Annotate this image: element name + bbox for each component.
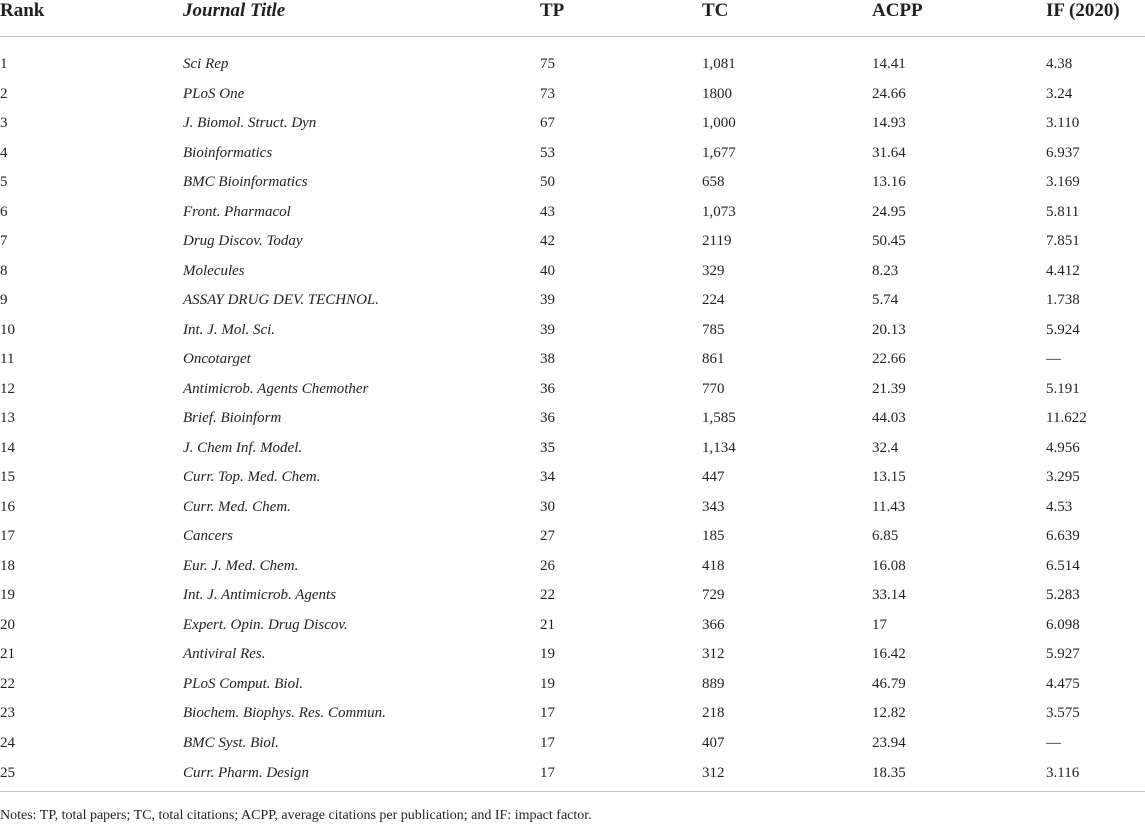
cell-tc: 1800 [702,85,732,102]
cell-tp: 38 [540,351,555,368]
cell-acpp: 14.41 [872,56,906,73]
spacer-row [0,37,1145,51]
table-row [0,109,1145,139]
cell-acpp: 31.64 [872,144,906,161]
cell-tc: 861 [702,351,725,368]
cell-journal-title: Curr. Top. Med. Chem. [183,469,321,486]
cell-tc: 218 [702,705,725,722]
cell-journal-title: J. Biomol. Struct. Dyn [183,115,317,132]
table-row [0,139,1145,169]
cell-tp: 22 [540,587,555,604]
cell-rank: 10 [0,321,15,338]
cell-tp: 42 [540,233,555,250]
cell-rank: 19 [0,587,15,604]
cell-journal-title: Antiviral Res. [183,646,266,663]
table-row [0,522,1145,552]
header-acpp: ACPP [872,0,1046,37]
cell-rank: 9 [0,292,8,309]
cell-tc: 889 [702,675,725,692]
cell-journal-title: Eur. J. Med. Chem. [183,557,299,574]
header-tc: TC [702,0,872,37]
table-row [0,168,1145,198]
cell-rank: 15 [0,469,15,486]
cell-journal-title: BMC Bioinformatics [183,174,308,191]
cell-tp: 21 [540,616,555,633]
cell-acpp: 44.03 [872,410,906,427]
cell-tc: 407 [702,734,725,751]
cell-tc: 1,677 [702,144,736,161]
cell-if: 3.116 [1046,758,1145,792]
cell-acpp: 6.85 [872,528,899,545]
cell-if: 3.110 [1046,115,1080,132]
cell-journal-title: Curr. Med. Chem. [183,498,291,515]
cell-tc: 785 [702,321,725,338]
cell-tc: 185 [702,528,725,545]
cell-tp: 39 [540,292,555,309]
cell-rank: 1 [0,56,8,73]
cell-journal-title: PLoS Comput. Biol. [183,675,304,692]
table-row [0,463,1145,493]
table-row [0,286,1145,316]
cell-if: 4.412 [1046,262,1080,279]
cell-if: — [1046,351,1061,368]
table-row [0,699,1145,729]
cell-journal-title: Antimicrob. Agents Chemother [183,380,369,397]
cell-journal-title: Front. Pharmacol [183,203,291,220]
table-row [0,227,1145,257]
table-row [0,729,1145,759]
cell-if: 5.927 [1046,646,1080,663]
header-if: IF (2020) [1046,0,1145,37]
cell-tc: 729 [702,587,725,604]
cell-tc: 770 [702,380,725,397]
table-row [0,375,1145,405]
header-journal-title: Journal Title [183,0,540,37]
cell-tp: 17 [540,734,555,751]
cell-tc: 366 [702,616,725,633]
header-rank: Rank [0,0,183,37]
cell-if: — [1046,734,1061,751]
cell-tp: 50 [540,174,555,191]
cell-acpp: 20.13 [872,321,906,338]
table-body [0,37,1145,792]
table-header [0,0,1145,37]
cell-rank: 22 [0,675,15,692]
cell-tp: 34 [540,469,555,486]
cell-tc: 1,000 [702,115,736,132]
table-row [0,493,1145,523]
table-row [0,434,1145,464]
table-row [0,80,1145,110]
cell-tc: 1,081 [702,56,736,73]
cell-rank: 20 [0,616,15,633]
cell-rank: 7 [0,233,8,250]
cell-tp: 27 [540,528,555,545]
table-row [0,552,1145,582]
cell-journal-title: Curr. Pharm. Design [183,758,540,792]
table-row [0,50,1145,80]
cell-journal-title: Bioinformatics [183,144,273,161]
cell-tc: 312 [702,646,725,663]
cell-journal-title: Biochem. Biophys. Res. Commun. [183,705,386,722]
cell-acpp: 46.79 [872,675,906,692]
cell-tp: 39 [540,321,555,338]
cell-acpp: 16.42 [872,646,906,663]
cell-acpp: 13.16 [872,174,906,191]
cell-tc: 1,073 [702,203,736,220]
cell-journal-title: PLoS One [183,85,245,102]
table-row [0,198,1145,228]
cell-rank: 25 [0,758,183,792]
cell-tp: 67 [540,115,555,132]
cell-rank: 18 [0,557,15,574]
cell-rank: 24 [0,734,15,751]
cell-rank: 4 [0,144,8,161]
cell-tc: 343 [702,498,725,515]
cell-if: 3.295 [1046,469,1080,486]
table-row [0,345,1145,375]
cell-tp: 17 [540,758,702,792]
cell-rank: 23 [0,705,15,722]
cell-journal-title: Molecules [183,262,245,279]
cell-tp: 40 [540,262,555,279]
cell-tp: 36 [540,410,555,427]
cell-rank: 21 [0,646,15,663]
cell-if: 4.53 [1046,498,1073,515]
cell-tc: 1,134 [702,439,736,456]
cell-acpp: 24.95 [872,203,906,220]
header-row [0,0,1145,37]
cell-rank: 2 [0,85,8,102]
cell-if: 6.514 [1046,557,1080,574]
cell-tp: 36 [540,380,555,397]
cell-rank: 12 [0,380,15,397]
cell-journal-title: J. Chem Inf. Model. [183,439,303,456]
cell-rank: 13 [0,410,15,427]
cell-acpp: 22.66 [872,351,906,368]
cell-tc: 447 [702,469,725,486]
cell-tp: 19 [540,675,555,692]
cell-tc: 1,585 [702,410,736,427]
cell-journal-title: ASSAY DRUG DEV. TECHNOL. [183,292,379,309]
cell-if: 5.924 [1046,321,1080,338]
cell-journal-title: BMC Syst. Biol. [183,734,279,751]
cell-tp: 53 [540,144,555,161]
cell-if: 3.169 [1046,174,1080,191]
cell-if: 4.38 [1046,56,1073,73]
cell-acpp: 12.82 [872,705,906,722]
cell-acpp: 24.66 [872,85,906,102]
cell-tp: 30 [540,498,555,515]
cell-tc: 658 [702,174,725,191]
cell-if: 6.937 [1046,144,1080,161]
table-row [0,581,1145,611]
table-row [0,316,1145,346]
cell-tp: 73 [540,85,555,102]
cell-tp: 26 [540,557,555,574]
cell-if: 4.956 [1046,439,1080,456]
cell-if: 5.811 [1046,203,1080,220]
cell-acpp: 13.15 [872,469,906,486]
cell-if: 5.283 [1046,587,1080,604]
cell-if: 6.098 [1046,616,1080,633]
cell-if: 1.738 [1046,292,1080,309]
cell-tp: 17 [540,705,555,722]
cell-if: 7.851 [1046,233,1080,250]
cell-journal-title: Int. J. Antimicrob. Agents [183,587,337,604]
cell-journal-title: Expert. Opin. Drug Discov. [183,616,348,633]
cell-acpp: 5.74 [872,292,899,309]
cell-if: 3.24 [1046,85,1073,102]
cell-rank: 6 [0,203,8,220]
cell-journal-title: Int. J. Mol. Sci. [183,321,276,338]
cell-if: 3.575 [1046,705,1080,722]
cell-if: 6.639 [1046,528,1080,545]
cell-journal-title: Cancers [183,528,233,545]
cell-acpp: 18.35 [872,758,1046,792]
cell-acpp: 8.23 [872,262,899,279]
cell-acpp: 32.4 [872,439,899,456]
cell-if: 4.475 [1046,675,1080,692]
cell-rank: 17 [0,528,15,545]
cell-journal-title: Oncotarget [183,351,251,368]
cell-acpp: 17 [872,616,887,633]
cell-rank: 11 [0,351,15,368]
table-row [0,640,1145,670]
cell-tc: 224 [702,292,725,309]
cell-if: 11.622 [1046,410,1087,427]
cell-tc: 418 [702,557,725,574]
cell-tp: 75 [540,56,555,73]
cell-rank: 5 [0,174,8,191]
table-row [0,404,1145,434]
cell-journal-title: Sci Rep [183,56,229,73]
cell-if: 5.191 [1046,380,1080,397]
cell-tp: 35 [540,439,555,456]
cell-tc: 2119 [702,233,732,250]
table-row [0,257,1145,287]
table-row [0,611,1145,641]
cell-acpp: 14.93 [872,115,906,132]
cell-journal-title: Brief. Bioinform [183,410,282,427]
cell-rank: 8 [0,262,8,279]
cell-tc: 329 [702,262,725,279]
cell-rank: 14 [0,439,15,456]
cell-acpp: 21.39 [872,380,906,397]
table-notes: Notes: TP, total papers; TC, total citations; ACPP, average citations per publication; and IF: impact factor. [0,808,592,823]
cell-acpp: 23.94 [872,734,906,751]
header-tp: TP [540,0,702,37]
table-row [0,758,1145,792]
cell-acpp: 11.43 [872,498,906,515]
cell-acpp: 50.45 [872,233,906,250]
cell-journal-title: Drug Discov. Today [183,233,303,250]
cell-acpp: 33.14 [872,587,906,604]
cell-rank: 16 [0,498,15,515]
cell-rank: 3 [0,115,8,132]
cell-acpp: 16.08 [872,557,906,574]
table-row [0,670,1145,700]
cell-tp: 43 [540,203,555,220]
cell-tc: 312 [702,758,872,792]
cell-tp: 19 [540,646,555,663]
